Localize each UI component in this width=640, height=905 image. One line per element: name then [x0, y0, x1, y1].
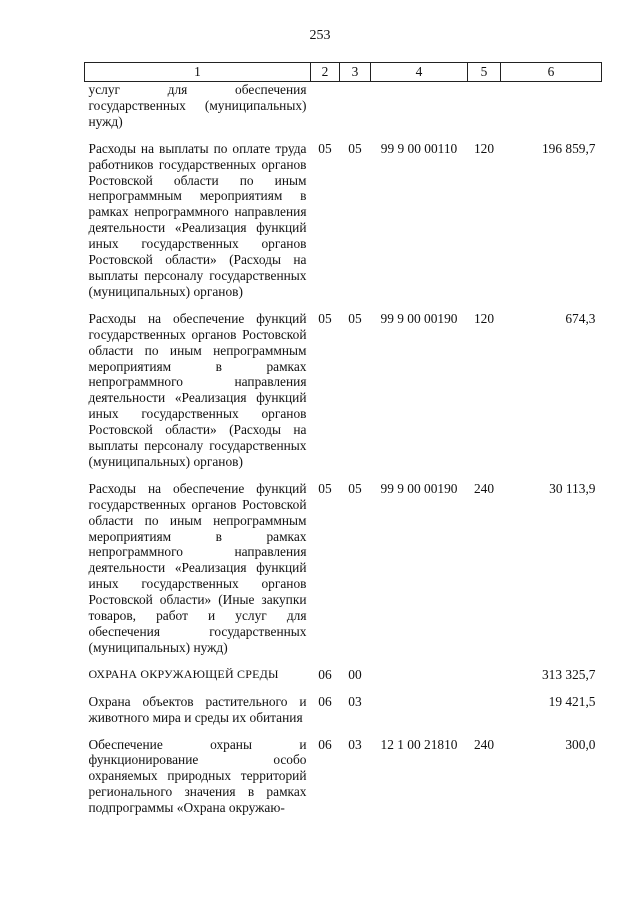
row-target-article: 99 9 00 00190	[380, 310, 458, 326]
row-name: Расходы на обеспечение функций государственных органов Ростовской области по иным непрограммным мероприятиям в рамках непрограммного направления деятельности «Реализация функций иных государственных органов Ростовской области» (Расходы на выплаты персоналу государственных (муниципальных) органов)	[88, 310, 307, 469]
table-header-row	[85, 63, 602, 82]
row-section: 06	[318, 736, 332, 752]
row-name: услуг для обеспечения государственных (муниципальных) нужд)	[88, 82, 307, 129]
column-header-3: 3	[340, 63, 371, 82]
row-subsection: 05	[348, 310, 362, 326]
row-expense-type: 120	[473, 310, 495, 326]
row-amount: 674,3	[565, 310, 596, 326]
column-header-5: 5	[468, 63, 501, 82]
row-amount: 300,0	[565, 736, 596, 752]
row-subsection: 05	[348, 140, 362, 156]
row-section: 05	[318, 140, 332, 156]
row-expense-type: 240	[473, 480, 495, 496]
row-amount: 30 113,9	[549, 480, 596, 496]
row-name: Расходы на выплаты по оплате труда работников государственных органов Ростовской области по иным непрограммным мероприятиям в рамках непрограммного направления деятельности «Реализация функций иных государственных органов Ростовской области» (Расходы на выплаты персоналу государственных (муниципальных) органов)	[88, 140, 307, 299]
row-subsection	[340, 82, 371, 141]
table-row	[85, 481, 602, 667]
row-amount	[501, 82, 602, 141]
row-expense-type	[468, 694, 501, 737]
row-expense-type	[468, 82, 501, 141]
row-name: ОХРАНА ОКРУЖАЮЩЕЙ СРЕДЫ	[88, 666, 279, 681]
row-target-article: 99 9 00 00110	[380, 140, 458, 156]
row-expense-type: 240	[473, 736, 495, 752]
table-row	[85, 311, 602, 481]
page-number: 253	[309, 28, 331, 43]
row-target-article	[371, 667, 468, 694]
table-row	[85, 667, 602, 694]
table-row	[85, 82, 602, 141]
row-section: 06	[318, 693, 332, 709]
row-section: 05	[318, 310, 332, 326]
row-expense-type	[468, 667, 501, 694]
row-target-article	[371, 694, 468, 737]
table-row	[85, 694, 602, 737]
row-subsection: 03	[348, 736, 362, 752]
row-section: 06	[318, 666, 332, 682]
row-subsection: 05	[348, 480, 362, 496]
row-target-article: 99 9 00 00190	[380, 480, 458, 496]
column-header-2: 2	[311, 63, 340, 82]
table-row	[85, 737, 602, 828]
column-header-4: 4	[371, 63, 468, 82]
row-expense-type: 120	[473, 140, 495, 156]
row-target-article	[371, 82, 468, 141]
row-name: Расходы на обеспечение функций государственных органов Ростовской области по иным непрограммным мероприятиям в рамках непрограммного направления деятельности «Реализация функций иных государственных органов Ростовской области» (Иные закупки товаров, работ и услуг для обеспечения государственных (муниципальных) нужд)	[88, 480, 307, 655]
row-target-article: 12 1 00 21810	[380, 736, 458, 752]
row-name: Охрана объектов растительного и животного мира и среды их обитания	[88, 693, 307, 725]
column-header-6: 6	[501, 63, 602, 82]
column-header-1: 1	[85, 63, 311, 82]
row-name: Обеспечение охраны и функционирование особо охраняемых природных территорий регионального значения в рамках подпрограммы «Охрана окружаю-	[88, 736, 307, 816]
table-row	[85, 141, 602, 311]
row-amount: 19 421,5	[548, 693, 596, 709]
row-amount: 313 325,7	[541, 666, 596, 682]
row-subsection: 03	[348, 693, 362, 709]
row-section: 05	[318, 480, 332, 496]
row-subsection: 00	[348, 666, 362, 682]
row-section	[311, 82, 340, 141]
budget-table	[84, 62, 602, 827]
row-amount: 196 859,7	[541, 140, 596, 156]
